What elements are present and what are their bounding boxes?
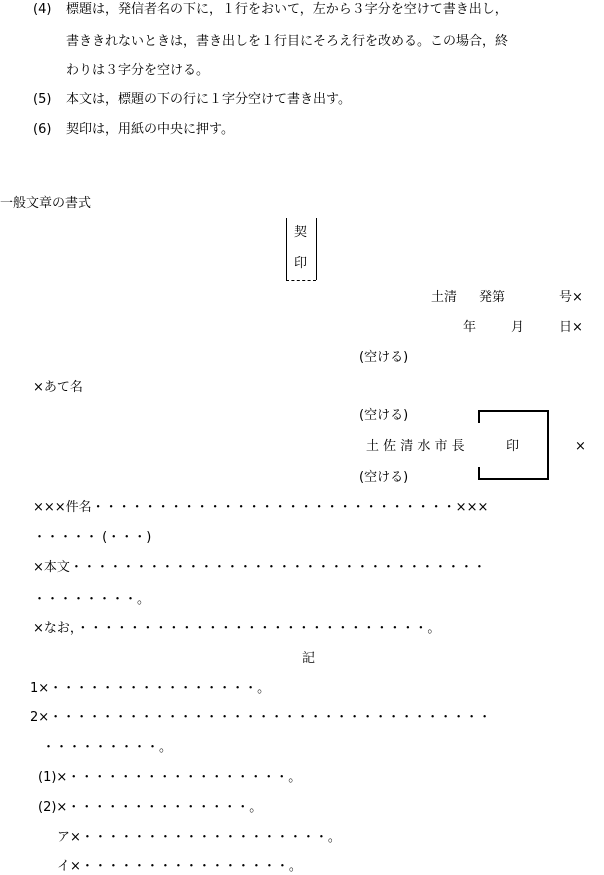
nao-line: ×なお，・・・・・・・・・・・・・・・・・・・・・・・・・・・。 (33, 621, 441, 636)
sub-item-2: (2)×・・・・・・・・・・・・・・。 (38, 800, 263, 815)
subject-line-1: ×××件名・・・・・・・・・・・・・・・・・・・・・・・・・・・・××× (33, 500, 489, 515)
body-line-2: ・・・・・・・・。 (33, 592, 151, 607)
body-line-1: ×本文・・・・・・・・・・・・・・・・・・・・・・・・・・・・・・・・ (33, 560, 486, 575)
item-2: 2×・・・・・・・・・・・・・・・・・・・・・・・・・・・・・・・・・・ (30, 710, 492, 725)
rule-text: 契印は，用紙の中央に押す。 (66, 122, 234, 137)
seal-char: 印 (506, 439, 520, 454)
akeru-3: (空ける) (359, 470, 409, 485)
sub-sub-item-i: イ×・・・・・・・・・・・・・・・・。 (57, 859, 302, 874)
ki-heading: 記 (302, 651, 316, 666)
akeru-2: (空ける) (359, 408, 409, 423)
rule-text: 標題は，発信者名の下に，１行をおいて，左から３字分を空けて書き出し， (66, 2, 508, 17)
akeru-1: (空ける) (359, 350, 409, 365)
sender-name: 土 佐 清 水 市 長 (366, 439, 465, 454)
sub-sub-item-a: ア×・・・・・・・・・・・・・・・・・・・。 (57, 830, 341, 845)
rule-text: わりは３字分を空ける。 (66, 63, 210, 78)
date-day: 日× (559, 320, 583, 335)
doc-number-go: 号× (559, 290, 583, 305)
addressee: ×あて名 (33, 380, 83, 395)
rule-number: (4) (33, 2, 52, 17)
sender-mark: × (575, 439, 586, 454)
sub-item-1: (1)×・・・・・・・・・・・・・・・・・。 (38, 770, 302, 785)
rule-text: 書ききれないときは，書き出しを１行目にそろえ行を改める。この場合，終 (66, 34, 509, 49)
date-year: 年 (463, 320, 477, 335)
rule-number: (6) (33, 122, 52, 137)
keiin-top-char: 契 (294, 225, 308, 240)
section-title: 一般文章の書式 (0, 196, 92, 211)
keiin-bottom-char: 印 (294, 256, 308, 271)
doc-number-hatsu: 発第 (479, 290, 506, 305)
doc-number-org: 土清 (431, 290, 458, 305)
rule-number: (5) (33, 92, 52, 107)
subject-line-2: ・・・・・ (・・・) (33, 530, 152, 545)
item-2-continued: ・・・・・・・・・。 (42, 740, 173, 755)
rule-text: 本文は，標題の下の行に１字分空けて書き出す。 (66, 92, 351, 107)
item-1: 1×・・・・・・・・・・・・・・・・。 (30, 681, 271, 696)
date-month: 月 (511, 320, 525, 335)
